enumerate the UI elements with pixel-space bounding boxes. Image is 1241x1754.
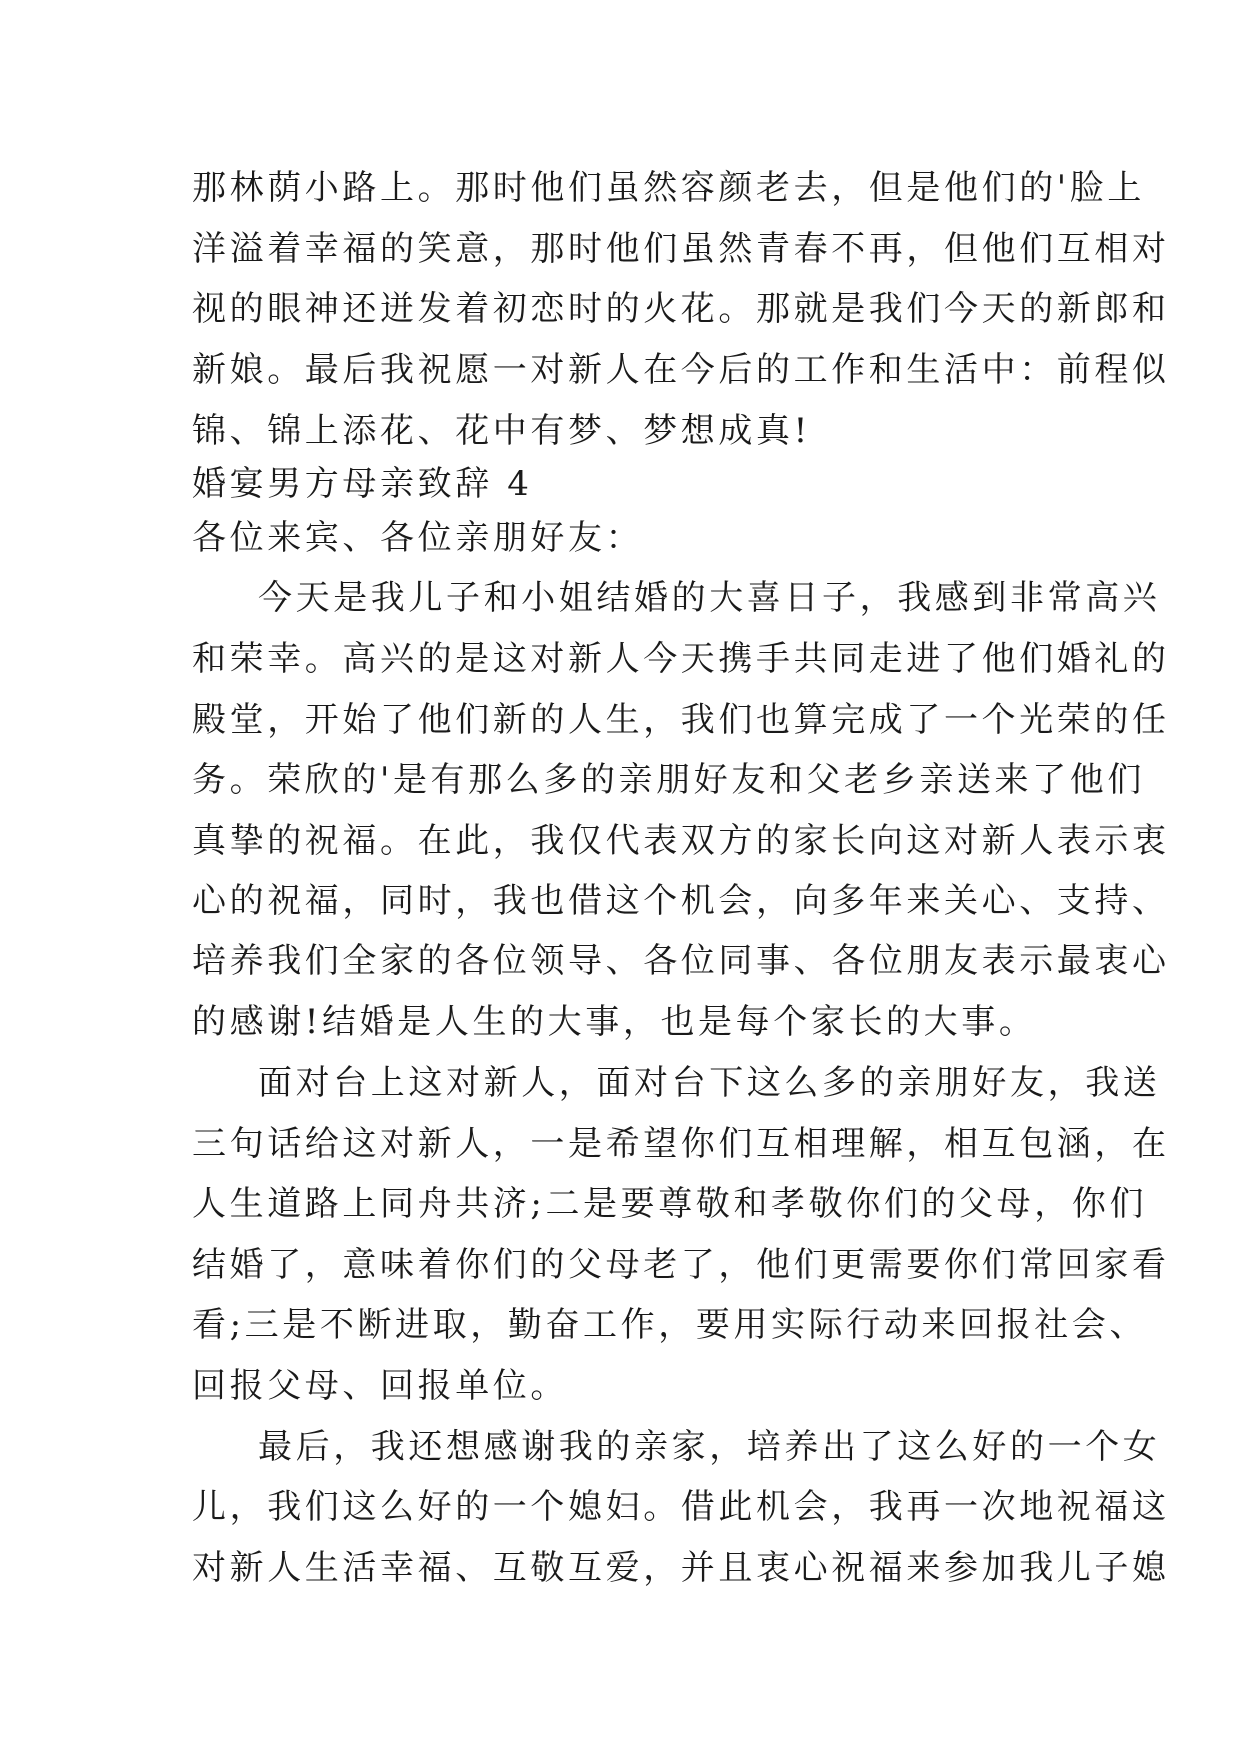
text-line: 人生道路上同舟共济;二是要尊敬和孝敬你们的父母，你们 [192,1184,1148,1224]
text-line: 锦、锦上添花、花中有梦、梦想成真! [192,411,811,451]
text-line: 务。荣欣的'是有那么多的亲朋好友和父老乡亲送来了他们 [192,760,1145,800]
text-line: 视的眼神还迸发着初恋时的火花。那就是我们今天的新郎和 [192,289,1170,329]
text-line: 结婚了，意味着你们的父母老了，他们更需要你们常回家看 [192,1245,1170,1285]
text-line: 真挚的祝福。在此，我仅代表双方的家长向这对新人表示衷 [192,821,1170,861]
paragraph-start: 面对台上这对新人，面对台下这么多的亲朋好友，我送 [258,1063,1161,1103]
text-line: 殿堂，开始了他们新的人生，我们也算完成了一个光荣的任 [192,700,1170,740]
text-line: 洋溢着幸福的笑意，那时他们虽然青春不再，但他们互相对 [192,229,1170,269]
text-line: 的感谢!结婚是人生的大事，也是每个家长的大事。 [192,1002,1037,1042]
paragraph-start: 最后，我还想感谢我的亲家，培养出了这么好的一个女 [258,1427,1161,1467]
paragraph-start: 今天是我儿子和小姐结婚的大喜日子，我感到非常高兴 [258,578,1161,618]
text-line: 心的祝福，同时，我也借这个机会，向多年来关心、支持、 [192,881,1170,921]
text-line: 和荣幸。高兴的是这对新人今天携手共同走进了他们婚礼的 [192,639,1170,679]
text-line: 看;三是不断进取，勤奋工作，要用实际行动来回报社会、 [192,1305,1148,1345]
text-line: 那林荫小路上。那时他们虽然容颜老去，但是他们的'脸上 [192,168,1145,208]
text-line: 儿，我们这么好的一个媳妇。借此机会，我再一次地祝福这 [192,1487,1170,1527]
text-line: 回报父母、回报单位。 [192,1366,568,1406]
text-line: 新娘。最后我祝愿一对新人在今后的工作和生活中：前程似 [192,350,1170,390]
text-line: 培养我们全家的各位领导、各位同事、各位朋友表示最衷心 [192,941,1170,981]
text-line: 对新人生活幸福、互敬互爱，并且衷心祝福来参加我儿子媳 [192,1548,1170,1588]
salutation: 各位来宾、各位亲朋好友： [192,518,644,558]
section-heading: 婚宴男方母亲致辞 4 [192,464,533,504]
text-line: 三句话给这对新人，一是希望你们互相理解，相互包涵，在 [192,1124,1170,1164]
